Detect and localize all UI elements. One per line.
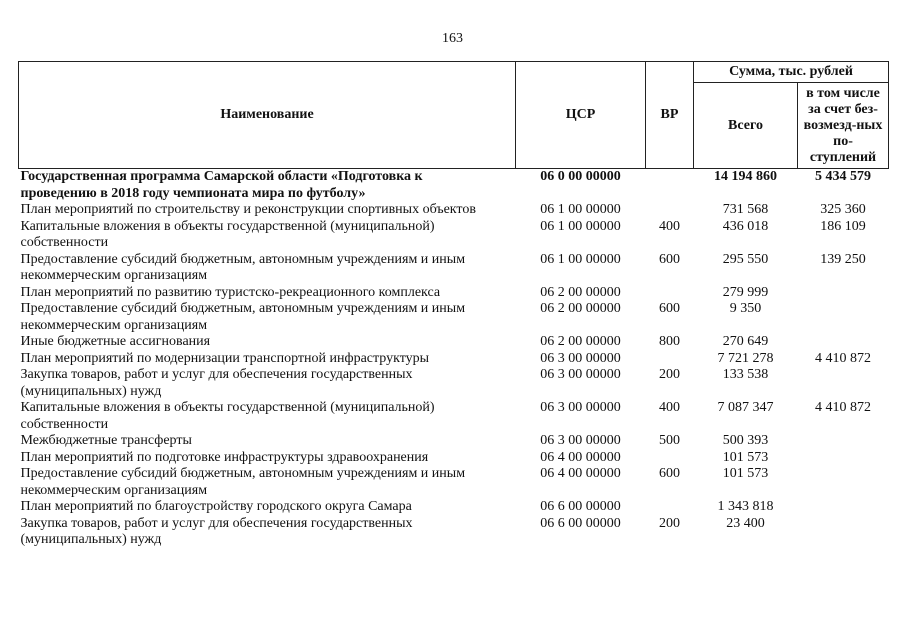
row-gratis — [798, 499, 889, 516]
row-name: Межбюджетные трансферты — [20, 433, 192, 448]
table-row — [19, 202, 889, 219]
row-vr: 500 — [659, 433, 680, 448]
budget-table — [18, 61, 889, 549]
table-row — [19, 351, 889, 368]
row-total: 101 573 — [722, 466, 769, 481]
row-vr: 200 — [659, 367, 680, 382]
page-number: 163 — [442, 31, 463, 46]
row-vr — [646, 202, 694, 219]
row-name: Предоставление субсидий бюджетным, автономным учреждениям и иным некоммерческим организациям — [20, 301, 466, 333]
row-csr: 06 4 00 00000 — [540, 466, 621, 481]
row-vr: 600 — [659, 251, 680, 267]
row-csr: 06 3 00 00000 — [540, 367, 621, 382]
row-gratis — [798, 433, 889, 450]
table-row — [19, 450, 889, 467]
row-csr: 06 4 00 00000 — [540, 449, 621, 465]
table-row — [19, 285, 889, 302]
row-gratis: 5 434 579 — [815, 169, 871, 184]
table-row — [19, 219, 889, 252]
table-row — [19, 334, 889, 351]
row-name: Государственная программа Самарской области «Подготовка к проведению в 2018 году чемпионата мира по футболу» — [20, 169, 423, 201]
row-name: План мероприятий по благоустройству городского округа Самара — [20, 499, 412, 514]
row-vr: 600 — [659, 301, 680, 316]
row-gratis — [798, 466, 889, 499]
row-name: План мероприятий по развитию туристско-рекреационного комплекса — [20, 284, 441, 300]
row-name: Предоставление субсидий бюджетным, автономным учреждениям и иным некоммерческим организациям — [20, 251, 466, 283]
table-row — [19, 499, 889, 516]
row-csr: 06 6 00 00000 — [540, 499, 621, 514]
row-csr: 06 1 00 00000 — [540, 202, 621, 217]
table-row — [19, 433, 889, 450]
row-total: 1 343 818 — [717, 499, 774, 514]
row-gratis — [798, 450, 889, 467]
row-total: 500 393 — [722, 433, 769, 448]
row-total: 295 550 — [722, 251, 769, 267]
row-name: План мероприятий по модернизации транспортной инфраструктуры — [20, 350, 430, 366]
row-csr: 06 1 00 00000 — [540, 251, 621, 267]
row-csr: 06 6 00 00000 — [540, 515, 621, 531]
row-vr — [646, 351, 694, 368]
row-vr — [646, 285, 694, 302]
row-vr: 600 — [659, 466, 680, 481]
table-row — [19, 466, 889, 499]
header-gratis: в том числе за счет без-возмезд-ных по-ступлений — [798, 83, 889, 169]
header-name: Наименование — [19, 62, 516, 169]
row-vr — [646, 450, 694, 467]
row-csr: 06 3 00 00000 — [540, 350, 621, 366]
row-vr: 800 — [659, 334, 680, 349]
row-gratis — [798, 367, 889, 400]
row-total: 9 350 — [729, 301, 762, 316]
row-gratis: 186 109 — [820, 218, 866, 234]
row-vr: 400 — [659, 400, 680, 415]
row-name: План мероприятий по подготовке инфраструктуры здравоохранения — [20, 449, 429, 465]
row-total: 7 087 347 — [717, 400, 774, 415]
row-name: План мероприятий по строительству и реконструкции спортивных объектов — [20, 202, 476, 217]
row-total: 279 999 — [722, 284, 769, 300]
row-vr — [646, 169, 694, 203]
header-vr: ВР — [646, 62, 694, 169]
row-vr: 200 — [659, 515, 680, 531]
row-name: Капитальные вложения в объекты государственной (муниципальной) собственности — [20, 218, 435, 250]
table-row — [19, 252, 889, 285]
row-vr — [646, 499, 694, 516]
row-csr: 06 2 00 00000 — [540, 334, 621, 349]
table-row — [19, 367, 889, 400]
row-gratis: 139 250 — [820, 251, 866, 267]
row-name: Капитальные вложения в объекты государственной (муниципальной) собственности — [20, 400, 435, 432]
row-gratis — [798, 301, 889, 334]
row-gratis: 4 410 872 — [815, 350, 871, 366]
table-row — [19, 169, 889, 203]
row-gratis — [798, 334, 889, 351]
row-csr: 06 0 00 00000 — [540, 169, 621, 184]
row-total: 14 194 860 — [714, 169, 777, 184]
row-csr: 06 2 00 00000 — [540, 284, 621, 300]
row-csr: 06 2 00 00000 — [540, 301, 621, 316]
table-row — [19, 516, 889, 549]
row-csr: 06 3 00 00000 — [540, 400, 621, 415]
row-vr: 400 — [659, 218, 680, 234]
table-row — [19, 301, 889, 334]
row-name: Предоставление субсидий бюджетным, автономным учреждениям и иным некоммерческим организациям — [20, 466, 466, 498]
row-name: Закупка товаров, работ и услуг для обеспечения государственных (муниципальных) нужд — [20, 367, 413, 399]
row-gratis — [798, 285, 889, 302]
row-gratis: 325 360 — [820, 202, 866, 217]
row-csr: 06 1 00 00000 — [540, 218, 621, 234]
row-total: 436 018 — [722, 218, 769, 234]
row-total: 101 573 — [722, 449, 769, 465]
header-sum: Сумма, тыс. рублей — [694, 62, 889, 83]
header-total: Всего — [694, 83, 798, 169]
row-name: Иные бюджетные ассигнования — [20, 334, 211, 349]
row-csr: 06 3 00 00000 — [540, 433, 621, 448]
row-total: 23 400 — [726, 515, 765, 531]
row-gratis: 4 410 872 — [815, 400, 871, 415]
row-total: 270 649 — [722, 334, 769, 349]
table-body — [19, 169, 889, 549]
header-csr: ЦСР — [516, 62, 646, 169]
row-name: Закупка товаров, работ и услуг для обеспечения государственных (муниципальных) нужд — [20, 515, 413, 547]
row-total: 7 721 278 — [717, 350, 774, 366]
row-total: 133 538 — [722, 367, 769, 382]
row-total: 731 568 — [722, 202, 769, 217]
row-gratis — [798, 516, 889, 549]
table-row — [19, 400, 889, 433]
